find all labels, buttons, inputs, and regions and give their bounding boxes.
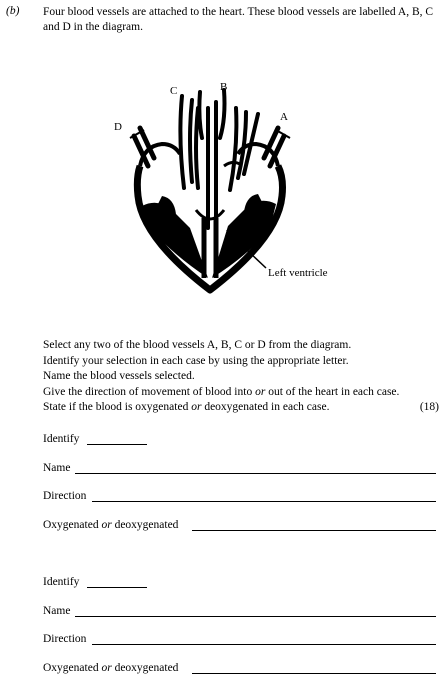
left-ventricle-label: Left ventricle (268, 267, 328, 279)
direction-label-2: Direction (43, 633, 87, 645)
identify-label-2: Identify (43, 576, 80, 588)
direction-answer-line-2[interactable] (92, 633, 436, 645)
oxy-answer-line-1[interactable] (192, 519, 436, 531)
instruction-line: Name the blood vessels selected. (43, 370, 195, 383)
label-a: A (280, 111, 288, 123)
question-part-label: (b) (6, 5, 20, 17)
instructions (43, 338, 439, 416)
marks-label: (18) (419, 401, 439, 414)
instruction-line: Select any two of the blood vessels A, B, C or D from the diagram. (43, 339, 352, 351)
oxy-label-1: Oxygenated or deoxygenated (43, 519, 179, 531)
label-c: C (170, 85, 178, 97)
label-b: B (220, 81, 228, 93)
identify-label-1: Identify (43, 433, 80, 445)
vessel-c (180, 96, 198, 188)
name-answer-line-2[interactable] (75, 605, 436, 617)
aortic-arch (230, 108, 258, 190)
name-label-1: Name (43, 462, 71, 474)
oxy-label-2: Oxygenated or deoxygenated (43, 662, 179, 674)
name-label-2: Name (43, 605, 71, 617)
direction-answer-line-1[interactable] (92, 490, 436, 502)
name-answer-line-1[interactable] (75, 462, 436, 474)
instruction-line: Give the direction of movement of blood into or out of the heart in each case. (43, 385, 400, 398)
instruction-line: State if the blood is oxygenated or deoxygenated in each case. (18) (43, 400, 439, 416)
direction-label-1: Direction (43, 490, 87, 502)
question-intro: Four blood vessels are attached to the heart. These blood vessels are labelled A, B, C and D in the diagram. (43, 6, 434, 33)
oxy-answer-line-2[interactable] (192, 662, 436, 674)
label-d: D (114, 121, 122, 133)
identify-answer-line-2[interactable] (87, 576, 147, 588)
identify-answer-line-1[interactable] (87, 433, 147, 445)
vessel-b (199, 90, 224, 228)
heart-diagram (100, 78, 350, 298)
instruction-line: Identify your selection in each case by using the appropriate letter. (43, 354, 349, 367)
